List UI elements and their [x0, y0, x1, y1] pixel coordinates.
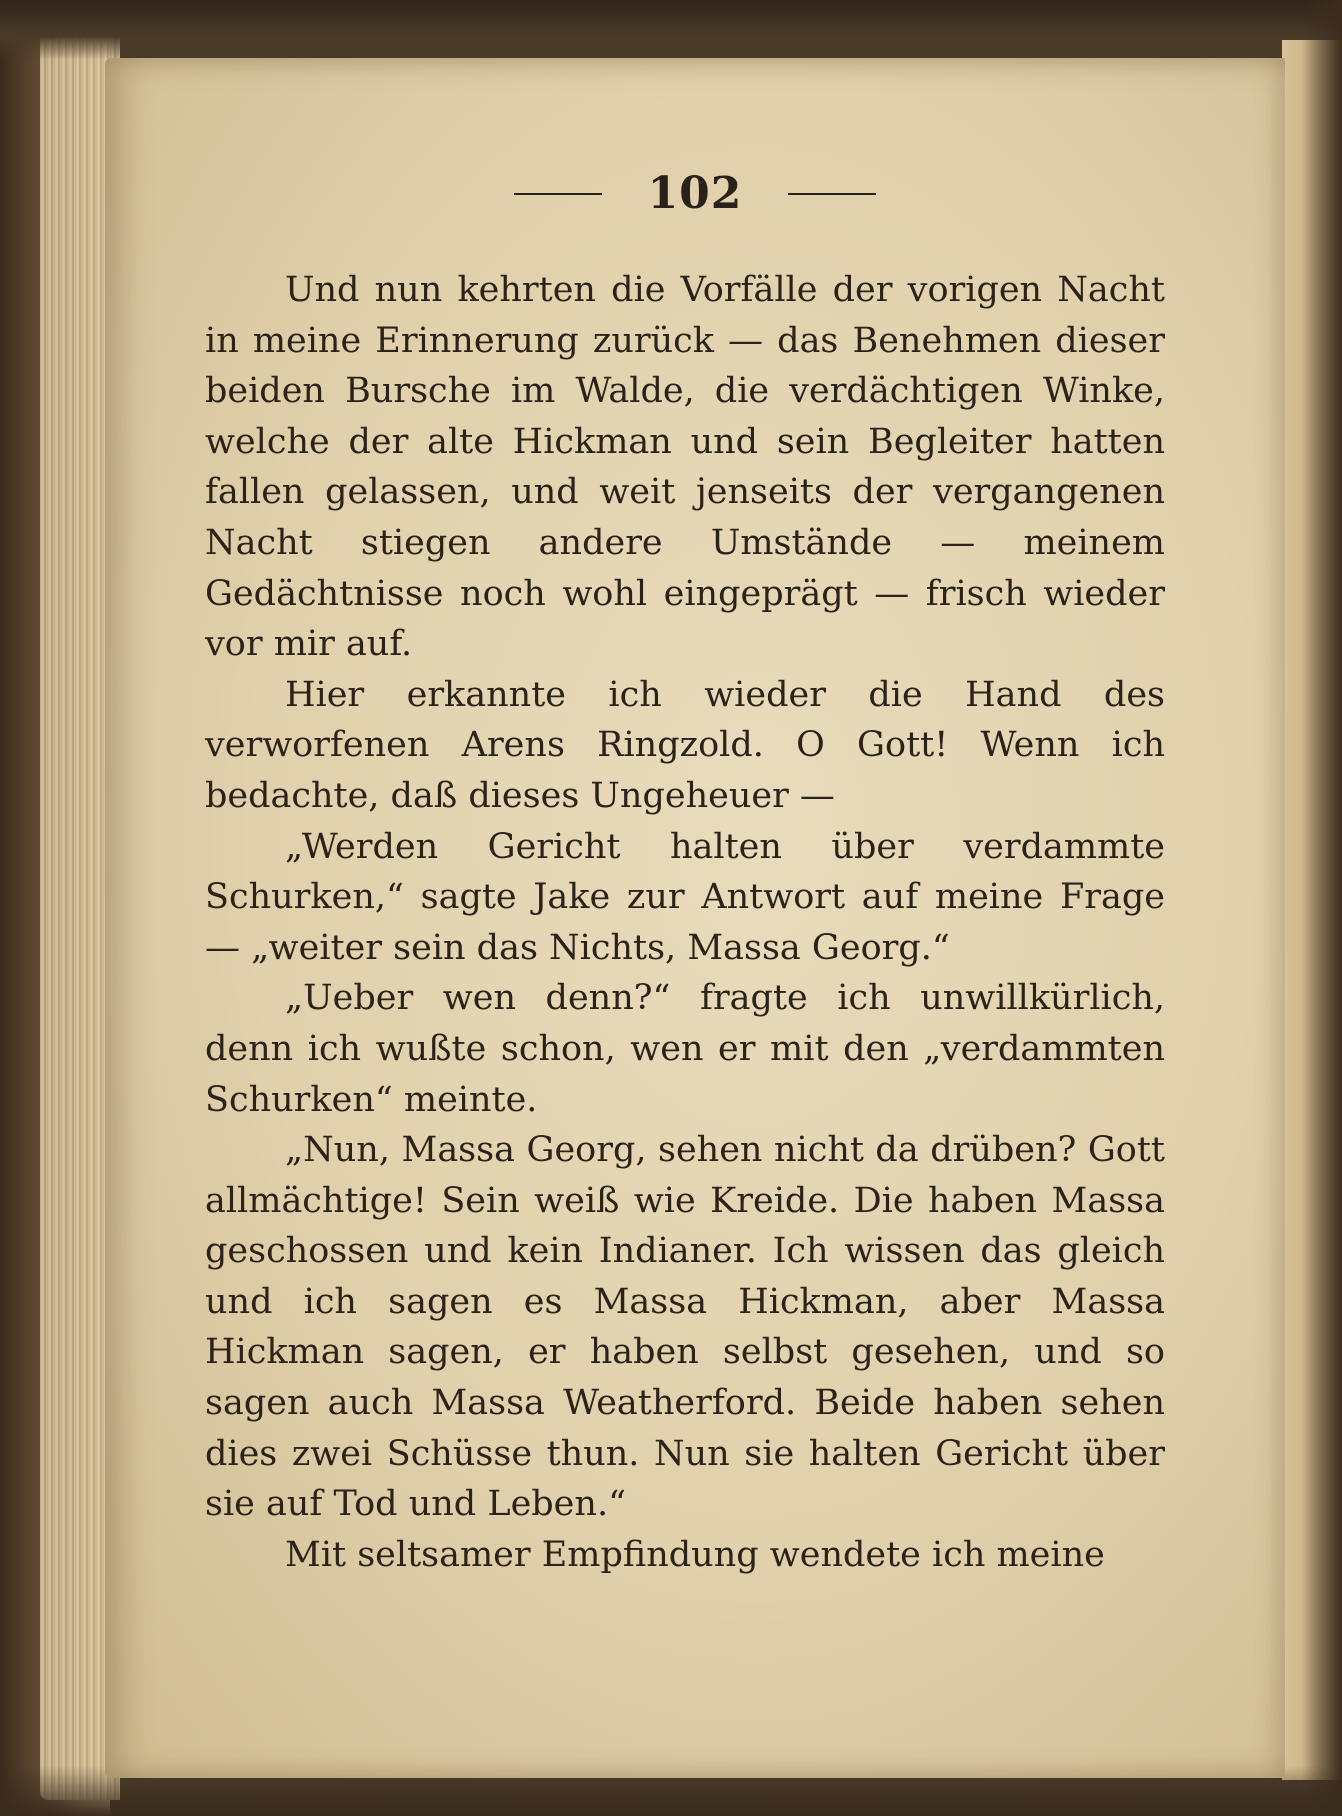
paragraph: „Nun, Massa Georg, sehen nicht da drüben? Gott allmächtige! Sein weiß wie Kreide. Die haben Massa geschossen und kein Indianer. Ich wissen das gleich und ich sagen es Massa Hickman, aber Massa Hickman sagen, er haben selbst gesehen, und so sagen auch Massa Weatherford. Beide haben sehen dies zwei Schüsse thun. Nun sie halten Gericht über sie auf Tod und Leben.“	[205, 1130, 1165, 1525]
page-number: 102	[647, 168, 743, 219]
paragraph: „Ueber wen denn?“ fragte ich unwillkürlich, denn ich wußte schon, wen er mit den „verdammten Schurken“ meinte.	[205, 978, 1165, 1120]
page-header	[105, 168, 1285, 219]
background-top	[0, 0, 1342, 60]
body-text	[205, 265, 1165, 1580]
header-rule-left	[514, 193, 602, 195]
paragraph: Mit seltsamer Empfindung wendete ich meine	[285, 1534, 1105, 1575]
header-rule-right	[788, 193, 876, 195]
paragraph: Und nun kehrten die Vorfälle der vorigen Nacht in meine Erinnerung zurück — das Benehmen dieser beiden Bursche im Walde, die verdächtigen Winke, welche der alte Hickman und sein Begleiter hatten fallen gelassen, und weit jenseits der vergangenen Nacht stiegen andere Umstände — meinem Gedächtnisse noch wohl eingeprägt — frisch wieder vor mir auf.	[205, 270, 1165, 665]
background-right	[1302, 0, 1342, 1816]
paragraph: „Werden Gericht halten über verdammte Schurken,“ sagte Jake zur Antwort auf meine Frage — „weiter sein das Nichts, Massa Georg.“	[205, 826, 1165, 968]
paragraph: Hier erkannte ich wieder die Hand des verworfenen Arens Ringzold. O Gott! Wenn ich bedachte, daß dieses Ungeheuer —	[205, 674, 1165, 816]
